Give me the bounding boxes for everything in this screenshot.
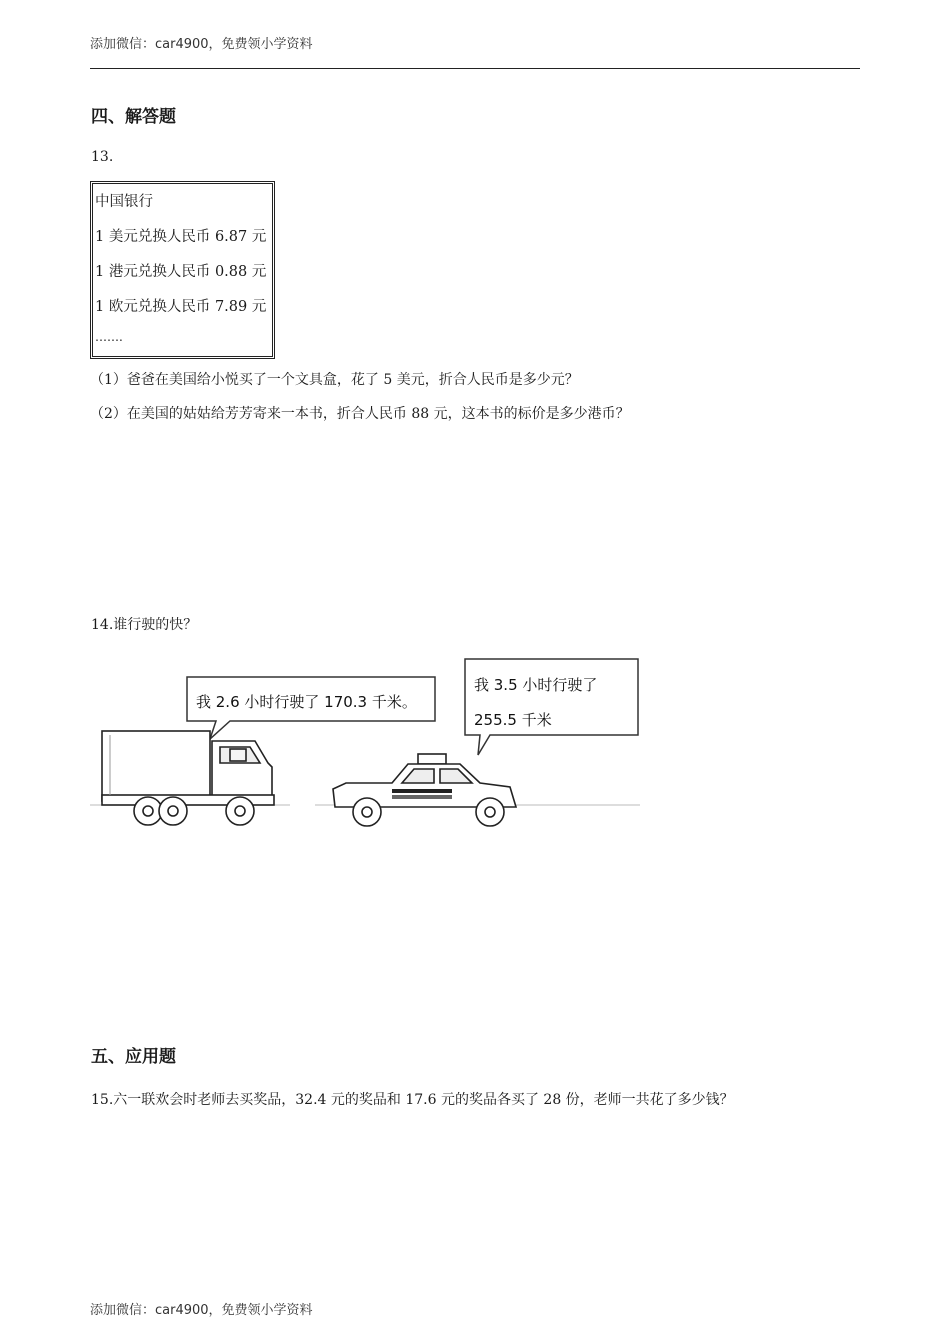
taxi-speech-bubble [465,659,638,755]
header-divider [90,68,860,69]
question-15-text: 15.六一联欢会时老师去买奖品，32.4 元的奖品和 17.6 元的奖品各买了 28 份，老师一共花了多少钱？ [91,1092,734,1108]
question-13-number: 13. [91,149,114,165]
exchange-rate-box [90,181,275,359]
section-4-title: 四、解答题 [91,107,176,127]
taxi-bubble-line-1: 我 3.5 小时行驶了 [474,676,598,694]
header-note: 添加微信：car4900，免费领小学资料 [90,37,313,52]
truck-bubble-text: 我 2.6 小时行驶了 170.3 千米。 [196,693,417,711]
truck-icon [102,731,274,825]
rate-box-bank: 中国银行 [95,194,153,210]
question-13-part-2: （2）在美国的姑姑给芳芳寄来一本书，折合人民币 88 元，这本书的标价是多少港币？ [90,406,630,422]
section-5-title: 五、应用题 [91,1047,176,1067]
footer-note: 添加微信：car4900，免费领小学资料 [90,1303,313,1318]
question-14-text: 14.谁行驶的快？ [91,617,198,633]
taxi-bubble-line-2: 255.5 千米 [474,711,552,729]
vehicles-illustration [90,655,645,840]
rate-eur: 1 欧元兑换人民币 7.89 元 [95,299,267,315]
question-13-part-1: （1）爸爸在美国给小悦买了一个文具盒，花了 5 美元，折合人民币是多少元？ [90,372,579,388]
rate-more: ……. [95,330,123,344]
rate-usd: 1 美元兑换人民币 6.87 元 [95,229,267,245]
truck-speech-bubble [187,677,435,739]
taxi-icon [333,754,516,826]
rate-hkd: 1 港元兑换人民币 0.88 元 [95,264,267,280]
